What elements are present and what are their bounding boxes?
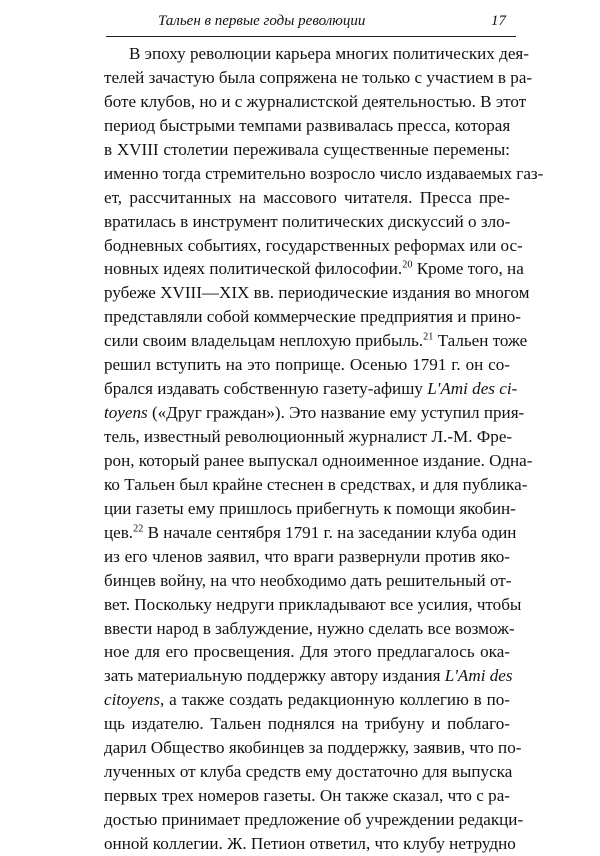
text-line: toyens («Друг граждан»). Это название ему уступил прия- [104,403,525,423]
text-line: дарил Общество якобинцев за поддержку, заявив, что по- [104,738,522,758]
text-line: боте клубов, но и с журналистской деятельностью. В этот [104,91,527,111]
text-line: бодневных событиях, государственных реформах или ос- [104,235,523,255]
text-line: брался издавать собственную газету-афишу L'Ami des ci- [104,379,518,399]
newspaper-title: L'Ami des [444,666,513,686]
text-line: ввести народ в заблуждение, нужно сделать все возмож- [104,618,515,638]
text-line: щь издателю. Тальен поднялся на трибуну и поблаго- [104,714,510,734]
text-line: период быстрыми темпами развивалась пресса, которая [104,115,511,135]
text-line: ции газеты ему пришлось прибегнуть к помощи якобин- [104,498,516,518]
newspaper-title: L'Ami des ci- [427,379,518,399]
page-number: 17 [491,13,506,29]
text-line: рон, который ранее выпускал одноименное издание. Одна- [104,450,533,470]
text-line: лученных от клуба средств ему достаточно для выпуска [104,762,513,782]
text-line: тель, известный революционный журналист Л.-М. Фре- [104,427,513,446]
newspaper-title: citoyens [104,690,161,710]
running-header [106,10,516,37]
text-line: В эпоху революции карьера многих политических дея- [129,44,529,63]
text-line: рубеже XVIII—XIX вв. периодические издания во многом [104,283,530,303]
text-line: первых трех номеров газеты. Он также сказал, что с ра- [104,786,510,806]
text-line: представляли собой коммерческие предприятия и прино- [104,307,521,327]
text-line: зать материальную поддержку автору издания L'Ami des [104,666,513,686]
text-line: ет, рассчитанных на массового читателя. Пресса пре- [104,187,510,207]
text-line: ко Тальен был крайне стеснен в средствах, и для публика- [104,474,528,494]
text-line: бинцев войну, на что необходимо дать решительный от- [104,570,512,590]
text-line: из его членов заявил, что враги развернули против яко- [104,546,510,566]
text-line: онной коллегии. Ж. Петион ответил, что клубу нетрудно [104,833,516,853]
body-paragraph [104,42,544,856]
text-line: вет. Поскольку недруги прикладывают все усилия, чтобы [104,594,522,614]
footnote-ref: 21 [423,331,434,343]
text-line: телей зачастую была сопряжена не только с участием в ра- [104,67,533,87]
text-line: достью принимает предложение об учреждении редакци- [104,810,524,829]
footnote-ref: 20 [402,259,413,271]
text-line: новных идеях политической философии.$^{20}$ Кроме того, на [104,259,524,279]
text-line: в XVIII столетии переживала существенные перемены: [104,139,510,159]
text-line: citoyens, а также создать редакционную коллегию в по- [104,690,510,710]
running-title: Тальен в первые годы революции [158,13,366,29]
text-line: цев.$^{22}$ В начале сентября 1791 г. на заседании клуба один [104,522,517,542]
newspaper-title: toyens [104,403,148,423]
text-line: решил вступить на это поприще. Осенью 1791 г. он со- [104,355,510,375]
text-line: ное для его просвещения. Для этого предлагалось ока- [104,642,510,662]
text-line: вратилась в инструмент политических дискуссий о зло- [104,211,511,231]
text-line: сили своим владельцам неплохую прибыль.$^{21}$ Тальен тоже [104,331,528,351]
footnote-ref: 22 [133,523,144,535]
text-line: именно тогда стремительно возросло число издаваемых газ- [104,163,544,183]
